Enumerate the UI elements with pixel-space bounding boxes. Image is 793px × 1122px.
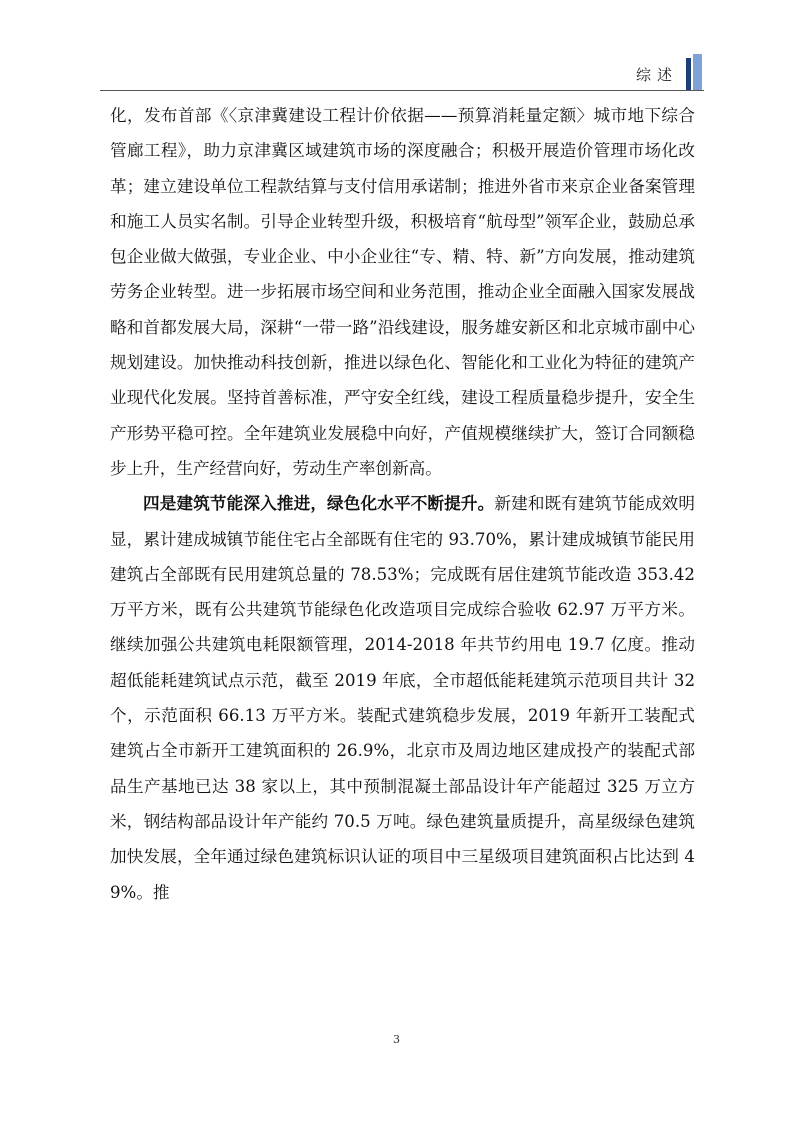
header-accent-bar-dark (686, 58, 691, 90)
document-body (110, 98, 695, 910)
paragraph-2-body: 新建和既有建筑节能成效明显，累计建成城镇节能住宅占全部既有住宅的 93.70%，累计建成城镇节能民用建筑占全部既有民用建筑总量的 78.53%；完成既有居住建筑节能改造 353.42 万平方米，既有公共建筑节能绿色化改造项目完成综合验收 62.97 万平方米。继续加强公共建筑电耗限额管理，2014-2018 年共节约用电 19.7 亿度。推动超低能耗建筑试点示范，截至 2019 年底，全市超低能耗建筑示范项目共计 32 个，示范面积 66.13 万平方米。装配式建筑稳步发展，2019 年新开工装配式建筑占全市新开工建筑面积的 26.9%，北京市及周边地区建成投产的装配式部品生产基地已达 38 家以上，其中预制混凝土部品设计年产能超过 325 万立方米，钢结构部品设计年产能约 70.5 万吨。绿色建筑量质提升，高星级绿色建筑加快发展，全年通过绿色建筑标识认证的项目中三星级项目建筑面积占比达到 49%。推 (110, 494, 695, 902)
paragraph-1: 化，发布首部《〈京津冀建设工程计价依据——预算消耗量定额〉城市地下综合管廊工程》，助力京津冀区域建筑市场的深度融合；积极开展造价管理市场化改革；建立建设单位工程款结算与支付信用承诺制；推进外省市来京企业备案管理和施工人员实名制。引导企业转型升级，积极培育“航母型”领军企业，鼓励总承包企业做大做强，专业企业、中小企业往“专、精、特、新”方向发展，推动建筑劳务企业转型。进一步拓展市场空间和业务范围，推动企业全面融入国家发展战略和首都发展大局，深耕“一带一路”沿线建设，服务雄安新区和北京城市副中心规划建设。加快推动科技创新，推进以绿色化、智能化和工业化为特征的建筑产业现代化发展。坚持首善标准，严守安全红线，建设工程质量稳步提升，安全生产形势平稳可控。全年建筑业发展稳中向好，产值规模继续扩大，签订合同额稳步上升，生产经营向好，劳动生产率创新高。 (110, 106, 695, 478)
header-divider (100, 90, 704, 91)
section-title: 综述 (636, 66, 679, 84)
paragraph-2 (110, 486, 695, 910)
header-accent-bar-light (693, 54, 702, 90)
page-number: 3 (393, 1033, 400, 1046)
page-header (0, 0, 793, 100)
paragraph-2-lead: 四是建筑节能深入推进，绿色化水平不断提升。 (143, 493, 495, 514)
